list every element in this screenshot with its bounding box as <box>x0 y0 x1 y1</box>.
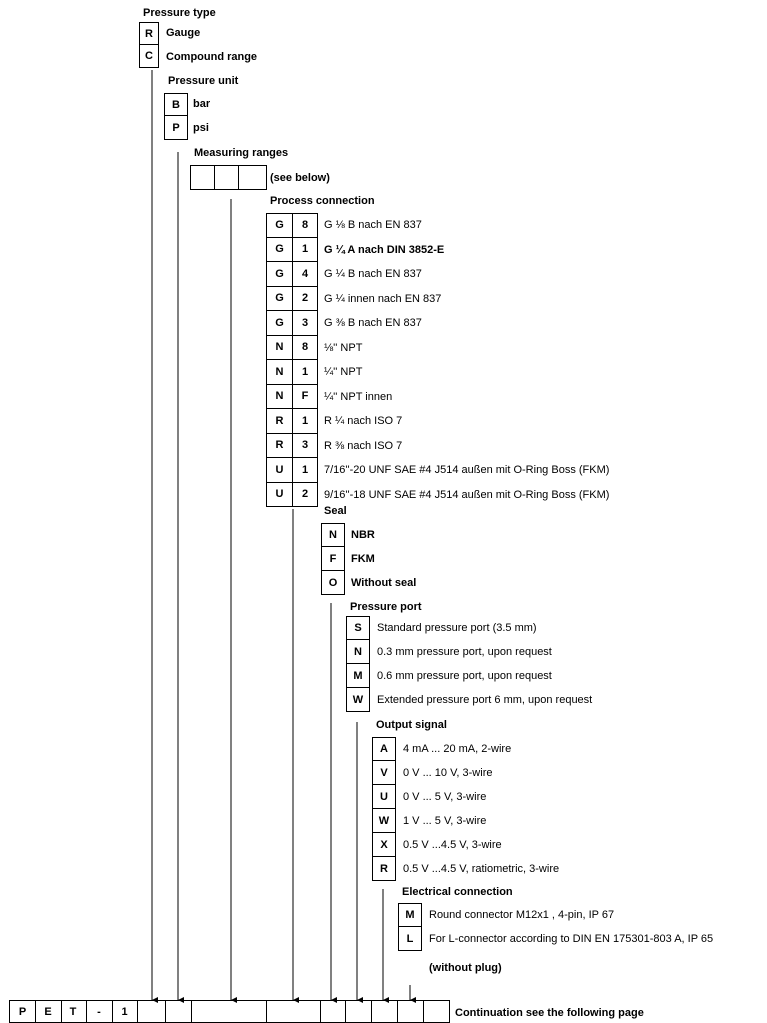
process-connection-label: G ¼ B nach EN 837 <box>324 268 422 280</box>
seal-option-code: F <box>321 547 345 571</box>
seal-option-label: NBR <box>351 529 375 541</box>
output-signal-option-code: X <box>372 833 396 857</box>
pressure-port-option-code: W <box>346 688 370 712</box>
output-signal-title: Output signal <box>376 719 447 731</box>
output-signal-option-code: V <box>372 761 396 785</box>
process-connection-code-2: 1 <box>292 409 318 434</box>
process-connection-code-2: F <box>292 385 318 410</box>
type-code-empty-cell <box>397 1000 424 1023</box>
electrical-connection-note: (without plug) <box>429 962 502 974</box>
pressure-unit-title: Pressure unit <box>168 75 239 87</box>
output-signal-option-label: 1 V ... 5 V, 3-wire <box>403 815 487 827</box>
process-connection-label: R ⅜ nach ISO 7 <box>324 439 403 452</box>
continuation-text: Continuation see the following page <box>455 1007 644 1019</box>
pressure-port-option-label: 0.6 mm pressure port, upon request <box>377 670 552 682</box>
process-connection-code-1: G <box>266 238 293 263</box>
type-code-prefix-cell: E <box>35 1000 62 1023</box>
seal-option-label: FKM <box>351 553 375 565</box>
process-connection-code-1: U <box>266 458 293 483</box>
seal-option-code: O <box>321 571 345 595</box>
output-signal-option-label: 0.5 V ...4.5 V, 3-wire <box>403 839 502 851</box>
seal-option-label: Without seal <box>351 577 417 589</box>
type-code-prefix-cell: 1 <box>112 1000 138 1023</box>
process-connection-code-2: 3 <box>292 434 318 459</box>
output-signal-option-label: 0 V ... 5 V, 3-wire <box>403 791 487 803</box>
output-signal-option-code: A <box>372 737 396 761</box>
pressure-port-option-code: M <box>346 664 370 688</box>
pressure-port-title: Pressure port <box>350 601 422 613</box>
electrical-connection-option-label: For L-connector according to DIN EN 175301-803 A, IP 65 <box>429 933 714 945</box>
process-connection-label: ¼'' NPT innen <box>324 390 393 403</box>
process-connection-code-1: G <box>266 287 293 312</box>
pressure-unit-code-psi: P <box>164 116 188 140</box>
measuring-ranges-note: (see below) <box>270 172 330 184</box>
type-code-empty-cell <box>266 1000 321 1023</box>
process-connection-code-2: 3 <box>292 311 318 336</box>
process-connection-label: ⅛'' NPT <box>324 341 363 354</box>
process-connection-code-2: 2 <box>292 287 318 312</box>
electrical-connection-title: Electrical connection <box>402 886 513 898</box>
pressure-type-code-gauge: R <box>139 22 159 45</box>
pressure-unit-label-bar: bar <box>193 98 211 110</box>
pressure-type-label-gauge: Gauge <box>166 27 201 39</box>
process-connection-code-2: 1 <box>292 238 318 263</box>
process-connection-code-1: N <box>266 385 293 410</box>
process-connection-code-1: U <box>266 483 293 508</box>
pressure-port-option-label: Extended pressure port 6 mm, upon request <box>377 694 593 706</box>
process-connection-label: G ¼ A nach DIN 3852-E <box>324 243 445 256</box>
process-connection-code-1: G <box>266 213 293 238</box>
process-connection-label: G ⅛ B nach EN 837 <box>324 219 422 231</box>
output-signal-option-label: 0.5 V ...4.5 V, ratiometric, 3-wire <box>403 863 560 875</box>
process-connection-label: 7/16''-20 UNF SAE #4 J514 außen mit O-Ring Boss (FKM) <box>324 464 610 476</box>
process-connection-code-2: 4 <box>292 262 318 287</box>
electrical-connection-option-code: L <box>398 927 422 951</box>
output-signal-option-label: 4 mA ... 20 mA, 2-wire <box>403 743 512 755</box>
process-connection-code-2: 8 <box>292 336 318 361</box>
process-connection-label: 9/16''-18 UNF SAE #4 J514 außen mit O-Ring Boss (FKM) <box>324 488 610 501</box>
process-connection-label: G ⅜ B nach EN 837 <box>324 317 422 329</box>
process-connection-code-1: R <box>266 434 293 459</box>
type-code-empty-cell <box>371 1000 398 1023</box>
process-connection-label: R ¼ nach ISO 7 <box>324 415 403 427</box>
pressure-port-option-label: 0.3 mm pressure port, upon request <box>377 646 552 658</box>
pressure-port-option-code: N <box>346 640 370 664</box>
output-signal-option-code: R <box>372 857 396 881</box>
process-connection-code-2: 2 <box>292 483 318 508</box>
pressure-unit-label-psi: psi <box>193 122 209 134</box>
process-connection-code-2: 1 <box>292 458 318 483</box>
type-code-empty-cell <box>191 1000 267 1023</box>
type-code-empty-cell <box>165 1000 192 1023</box>
pressure-type-label-compound: Compound range <box>166 51 258 63</box>
type-code-prefix-cell: T <box>60 1000 87 1023</box>
pressure-port-option-code: S <box>346 616 370 640</box>
seal-title: Seal <box>324 505 347 517</box>
process-connection-label: ¼'' NPT <box>324 366 363 378</box>
type-code-empty-cell <box>345 1000 372 1023</box>
process-connection-code-2: 8 <box>292 213 318 238</box>
output-signal-option-code: W <box>372 809 396 833</box>
type-code-prefix-cell: - <box>86 1000 113 1023</box>
seal-option-code: N <box>321 523 345 547</box>
process-connection-label: G ¼ innen nach EN 837 <box>324 292 442 305</box>
process-connection-code-1: G <box>266 311 293 336</box>
pressure-unit-code-bar: B <box>164 93 188 116</box>
type-code-empty-cell <box>320 1000 346 1023</box>
electrical-connection-option-code: M <box>398 903 422 927</box>
process-connection-code-1: R <box>266 409 293 434</box>
process-connection-code-1: N <box>266 336 293 361</box>
measuring-ranges-title: Measuring ranges <box>194 147 289 159</box>
type-code-prefix-cell: P <box>9 1000 36 1023</box>
process-connection-code-2: 1 <box>292 360 318 385</box>
output-signal-option-label: 0 V ... 10 V, 3-wire <box>403 767 493 779</box>
process-connection-code-1: G <box>266 262 293 287</box>
type-code-empty-cell <box>423 1000 450 1023</box>
electrical-connection-option-label: Round connector M12x1 , 4-pin, IP 67 <box>429 909 615 921</box>
type-code-empty-cell <box>138 1000 166 1023</box>
pressure-port-option-label: Standard pressure port (3.5 mm) <box>377 622 537 634</box>
process-connection-title: Process connection <box>270 195 375 207</box>
output-signal-option-code: U <box>372 785 396 809</box>
process-connection-code-1: N <box>266 360 293 385</box>
pressure-type-title: Pressure type <box>143 7 216 19</box>
pressure-type-code-compound: C <box>139 45 159 68</box>
